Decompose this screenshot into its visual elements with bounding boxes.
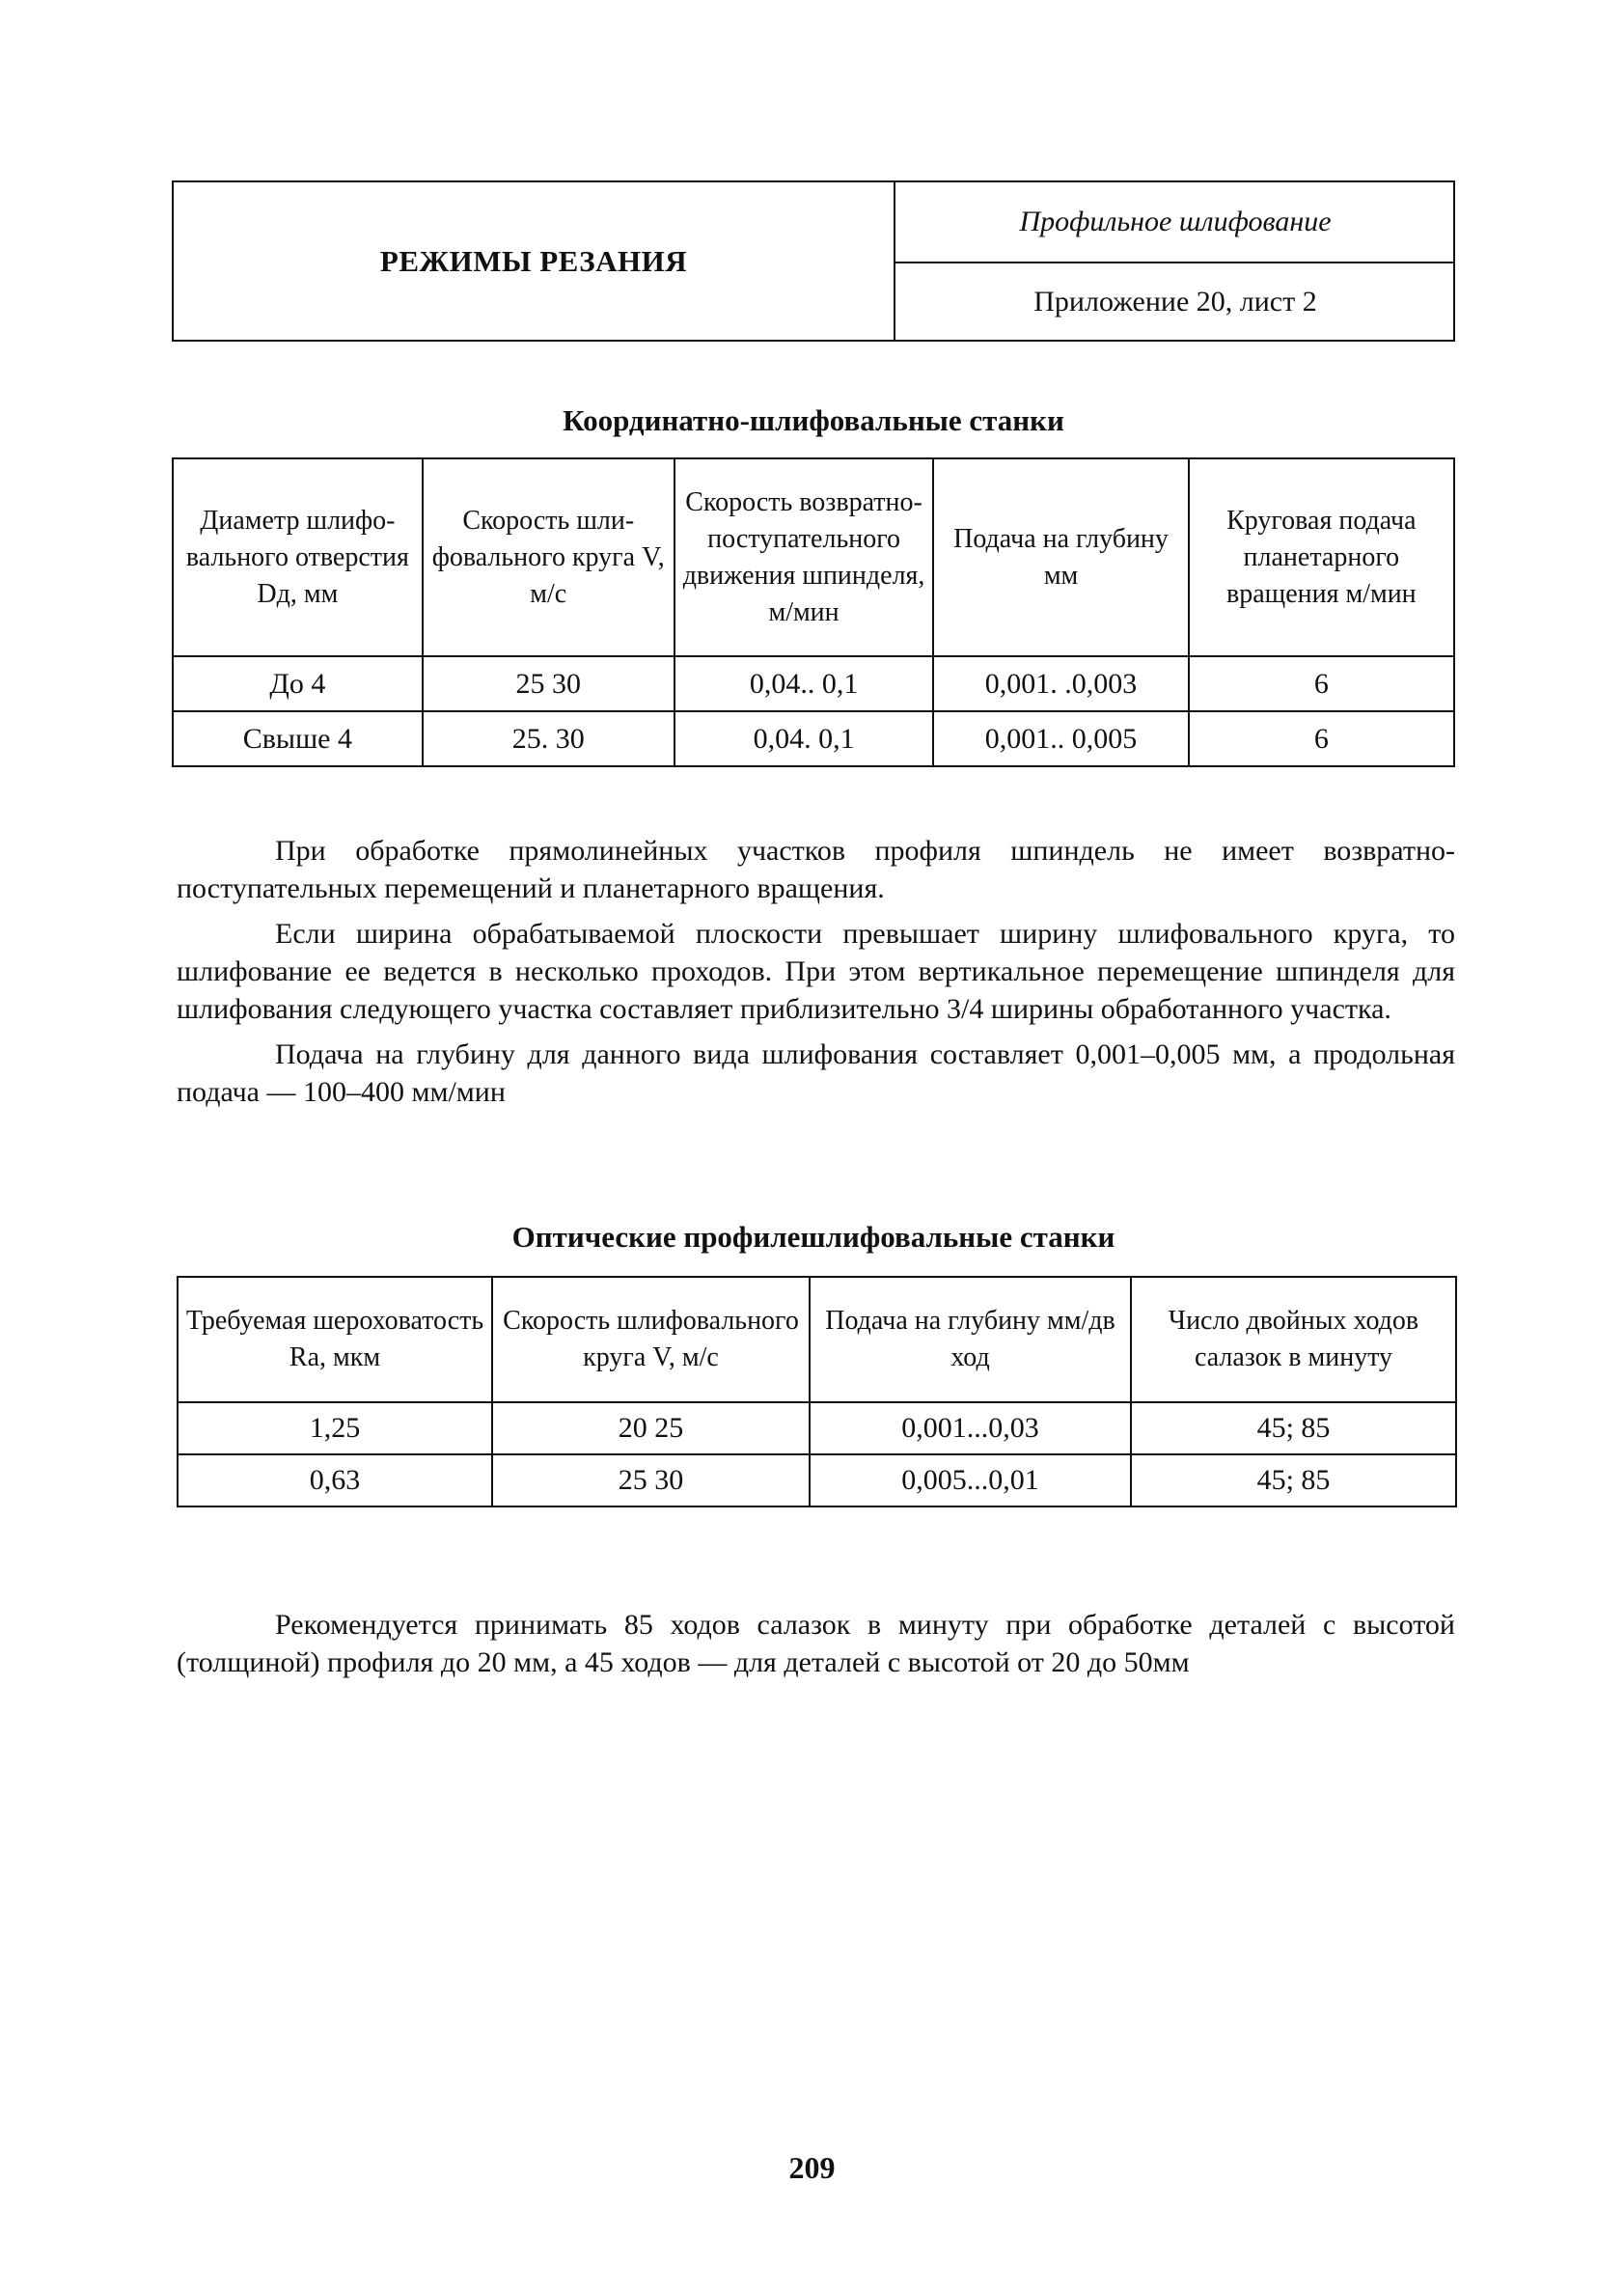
column-header: Подача на глубину мм/дв ход	[810, 1277, 1131, 1402]
table-header-row	[173, 458, 1454, 656]
paragraph: Если ширина обрабатываемой плоскости превышает ширину шлифовального круга, то шлифование ее ведется в несколько проходов. При этом вертикальное перемещение шпинделя для шлифования следующего участка составляет приблизительно 3/4 ширины обработанного участка.	[177, 918, 1455, 1025]
section-title-coordinate-grinding: Координатно-шлифовальные станки	[563, 403, 1064, 437]
table-row	[178, 1454, 1456, 1506]
appendix-label: Приложение 20, лист 2	[1033, 285, 1317, 318]
coordinate-grinding-table	[172, 457, 1455, 767]
table-cell: 25 30	[492, 1454, 810, 1506]
optical-grinding-table	[177, 1276, 1457, 1507]
table-cell: 0,04. 0,1	[674, 711, 934, 766]
table-cell: До 4	[173, 656, 423, 711]
document-title: РЕЖИМЫ РЕЗАНИЯ	[174, 182, 895, 340]
table-header-row	[178, 1277, 1456, 1402]
table-cell: 0,04.. 0,1	[674, 656, 934, 711]
paragraph: При обработке прямолинейных участков профиля шпиндель не имеет возвратнопоступательных перемещений и планетарного вращения.	[177, 835, 1455, 904]
table-cell: 0,001.. 0,005	[933, 711, 1188, 766]
table-cell: 0,001...0,03	[810, 1402, 1131, 1454]
table-cell: 45; 85	[1131, 1402, 1456, 1454]
table-cell: 20 25	[492, 1402, 810, 1454]
table-cell: 6	[1189, 656, 1454, 711]
page-number: 209	[788, 2150, 836, 2185]
paragraph: Рекомендуется принимать 85 ходов салазок в минуту при обработке деталей с высотой (толщиной) профиля до 20 мм, а 45 ходов — для деталей с высотой от 20 до 50мм	[177, 1609, 1455, 1678]
table-cell: 1,25	[178, 1402, 492, 1454]
table-cell: 25 30	[423, 656, 674, 711]
section-title-optical-grinding: Оптические профилешлифовальные станки	[511, 1220, 1115, 1254]
table-cell: Свыше 4	[173, 711, 423, 766]
table-cell: 0,001. .0,003	[933, 656, 1188, 711]
table-row	[178, 1402, 1456, 1454]
column-header: Скорость возвратнопоступательного движения шпинделя, м/мин	[674, 458, 934, 656]
column-header: Число двойных ходов салазок в минуту	[1131, 1277, 1456, 1402]
table-cell: 45; 85	[1131, 1454, 1456, 1506]
table-cell: 25. 30	[423, 711, 674, 766]
header-box	[172, 180, 1455, 342]
column-header: Требуемая шероховатость Ra, мкм	[178, 1277, 492, 1402]
body-text-block	[177, 832, 1455, 1119]
column-header: Скорость шлифовального круга V, м/с	[492, 1277, 810, 1402]
column-header: Скорость шлифовального круга V, м/с	[423, 458, 674, 656]
document-subtitle: Профильное шлифование	[895, 182, 1455, 263]
column-header: Диаметр шлифовального отверстия Dд, мм	[173, 458, 423, 656]
paragraph: Подача на глубину для данного вида шлифования составляет 0,001–0,005 мм, а продольная подача — 100–400 мм/мин	[177, 1038, 1455, 1108]
table-cell: 0,005...0,01	[810, 1454, 1131, 1506]
column-header: Круговая подача планетарного вращения м/мин	[1189, 458, 1454, 656]
table-row	[173, 656, 1454, 711]
column-header: Подача на глубину мм	[933, 458, 1188, 656]
table-cell: 0,63	[178, 1454, 492, 1506]
body-text-block-2	[177, 1606, 1455, 1689]
table-cell: 6	[1189, 711, 1454, 766]
table-row	[173, 711, 1454, 766]
